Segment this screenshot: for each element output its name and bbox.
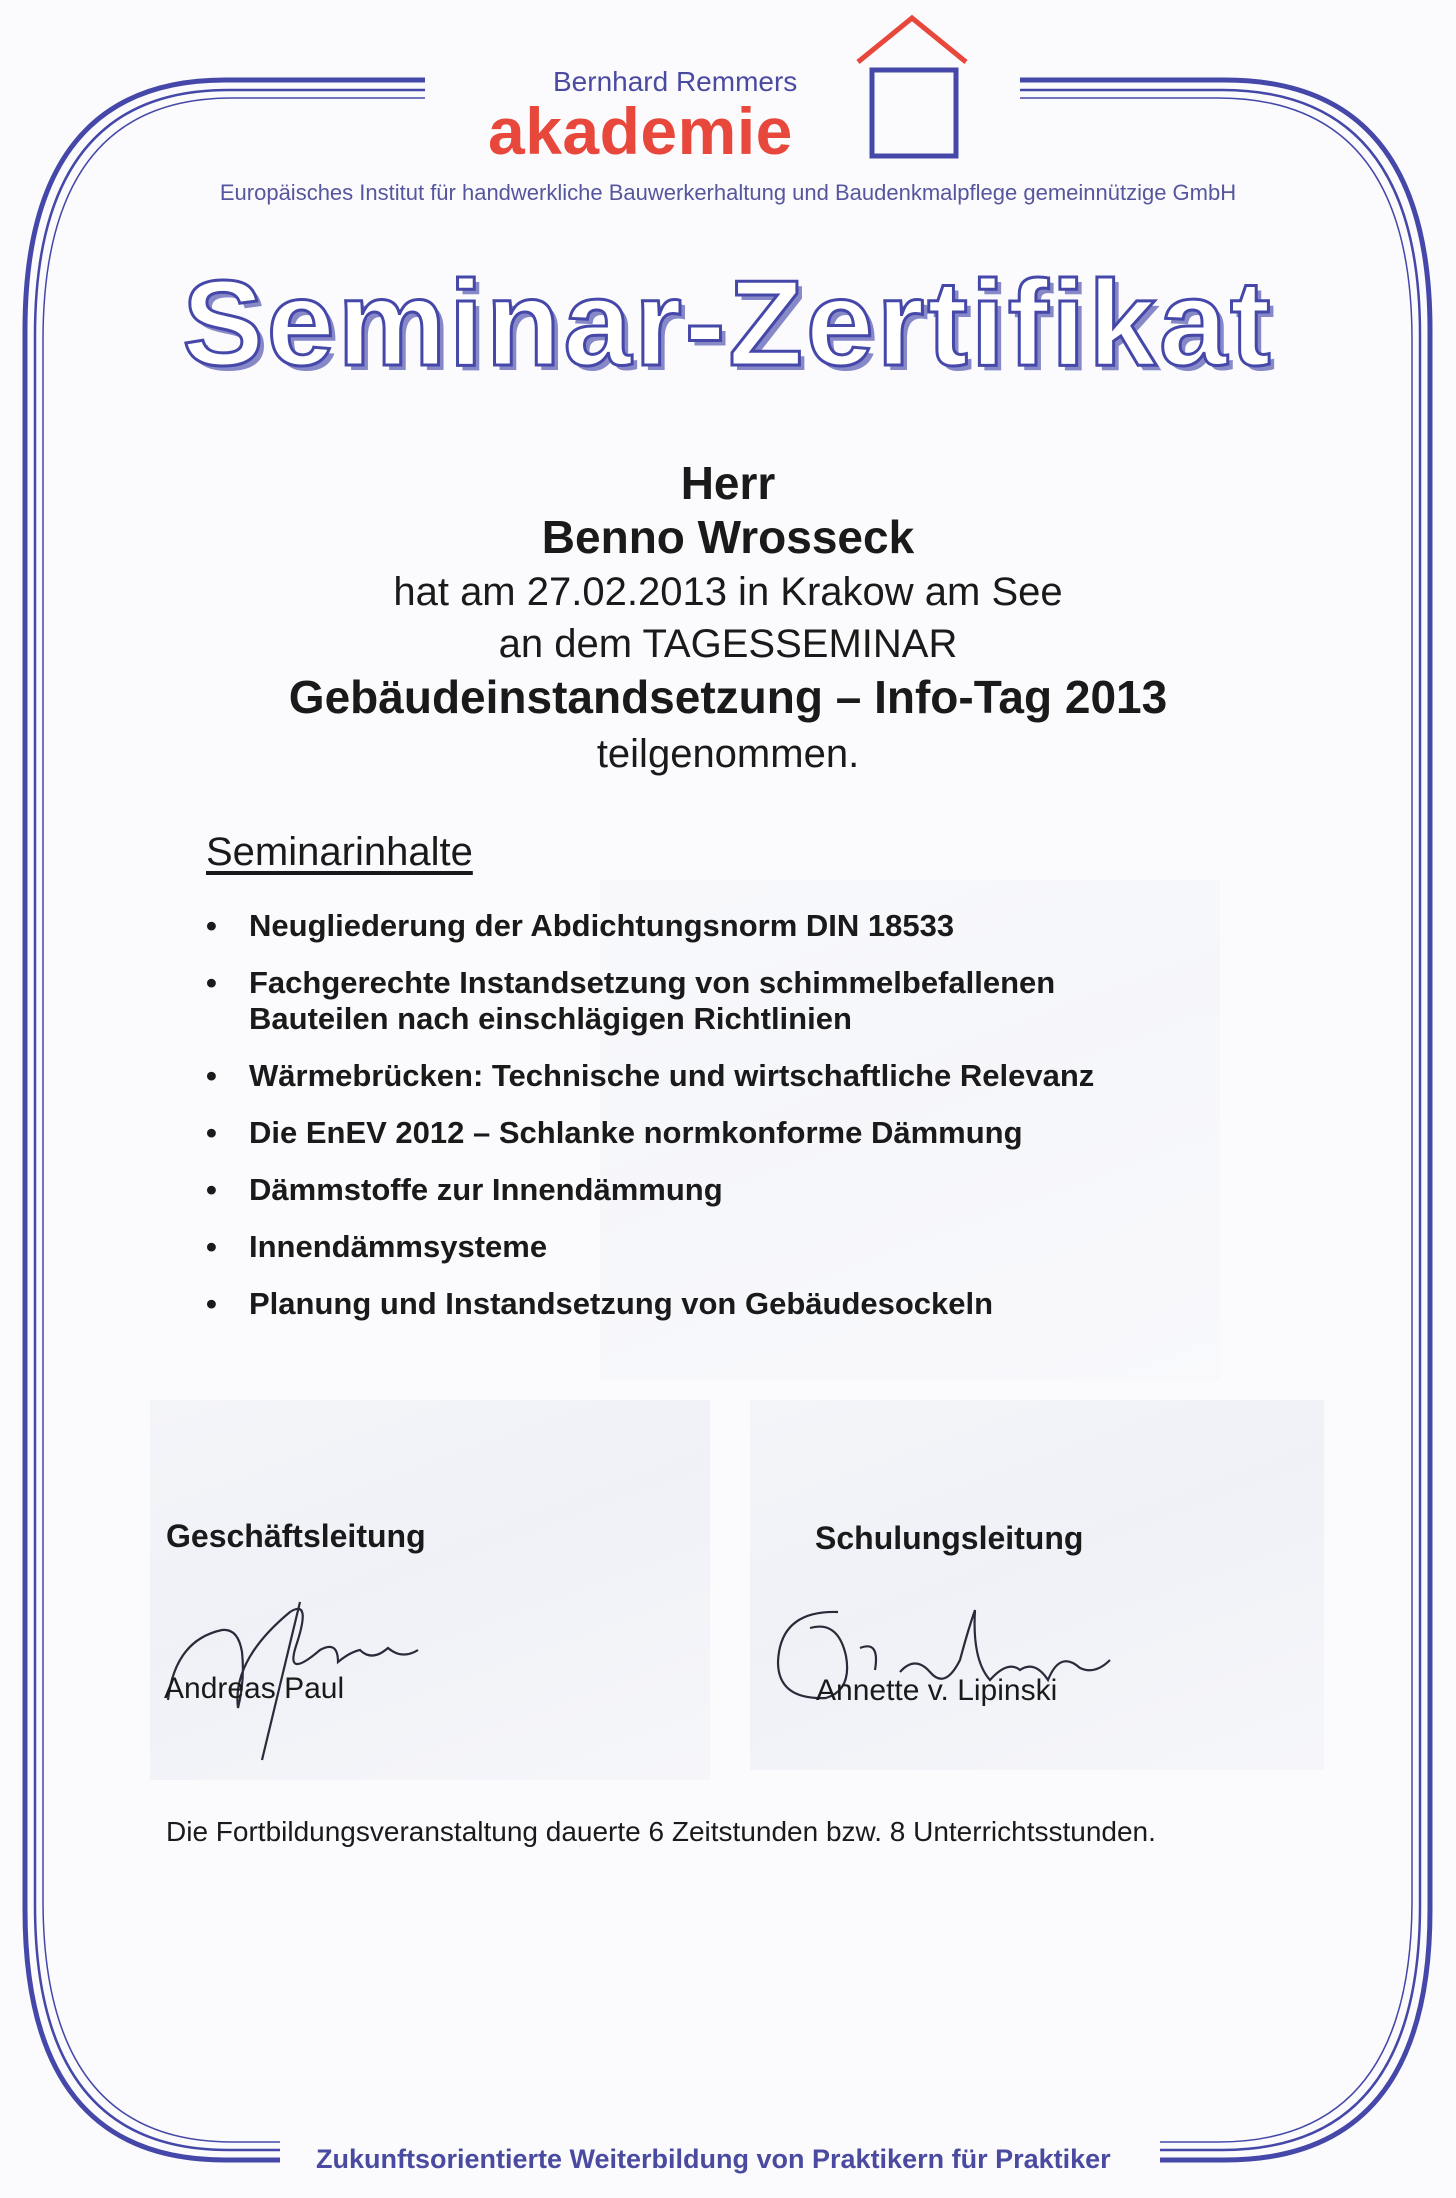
list-item: • Fachgerechte Instandsetzung von schimmelbefallenen Bauteilen nach einschlägigen Richtlinien <box>206 965 1056 1036</box>
signature-right-title: Schulungsleitung <box>815 1520 1084 1556</box>
bullet-icon: • <box>206 1115 217 1150</box>
org-name: Bernhard Remmers <box>553 66 798 97</box>
list-item: • Innendämmsysteme <box>206 1229 548 1264</box>
signature-left-title: Geschäftsleitung <box>166 1518 426 1554</box>
statement-participated: teilgenommen. <box>596 732 860 776</box>
list-item: • Die EnEV 2012 – Schlanke normkonforme Dämmung <box>206 1115 1023 1150</box>
bullet-icon: • <box>206 1229 217 1264</box>
list-item: • Wärmebrücken: Technische und wirtschaftliche Relevanz <box>206 1058 1095 1093</box>
bullet-icon: • <box>206 965 217 1000</box>
footer-slogan: Zukunftsorientierte Weiterbildung von Praktikern für Praktiker <box>316 2144 1111 2174</box>
topic-list <box>206 908 1226 1343</box>
brand-wordmark: akademie <box>488 94 793 168</box>
list-item: • Planung und Instandsetzung von Gebäudesockeln <box>206 1286 994 1321</box>
list-item: • Neugliederung der Abdichtungsnorm DIN 18533 <box>206 908 955 943</box>
statement-seminar-type: an dem TAGESSEMINAR <box>498 622 958 666</box>
bullet-icon: • <box>206 1058 217 1093</box>
bullet-icon: • <box>206 1172 217 1207</box>
house-logo-icon <box>858 18 966 156</box>
signature-right-name: Annette v. Lipinski <box>816 1674 1058 1707</box>
bullet-icon: • <box>206 1286 217 1321</box>
bullet-icon: • <box>206 908 217 943</box>
institute-name: Europäisches Institut für handwerkliche Bauwerkerhaltung und Baudenkmalpflege gemeinnützige GmbH <box>219 180 1237 205</box>
recipient-salutation: Herr <box>680 457 776 509</box>
signature-left-name: Andreas Paul <box>164 1672 345 1705</box>
certificate-title: Seminar-Zertifikat <box>182 255 1274 391</box>
recipient-name: Benno Wrosseck <box>541 511 915 563</box>
list-item: • Dämmstoffe zur Innendämmung <box>206 1172 723 1207</box>
statement-date-location: hat am 27.02.2013 in Krakow am See <box>393 570 1063 614</box>
duration-note: Die Fortbildungsveranstaltung dauerte 6 Zeitstunden bzw. 8 Unterrichtsstunden. <box>166 1816 1156 1847</box>
contents-heading: Seminarinhalte <box>206 830 473 874</box>
course-title: Gebäudeinstandsetzung – Info-Tag 2013 <box>288 671 1168 723</box>
